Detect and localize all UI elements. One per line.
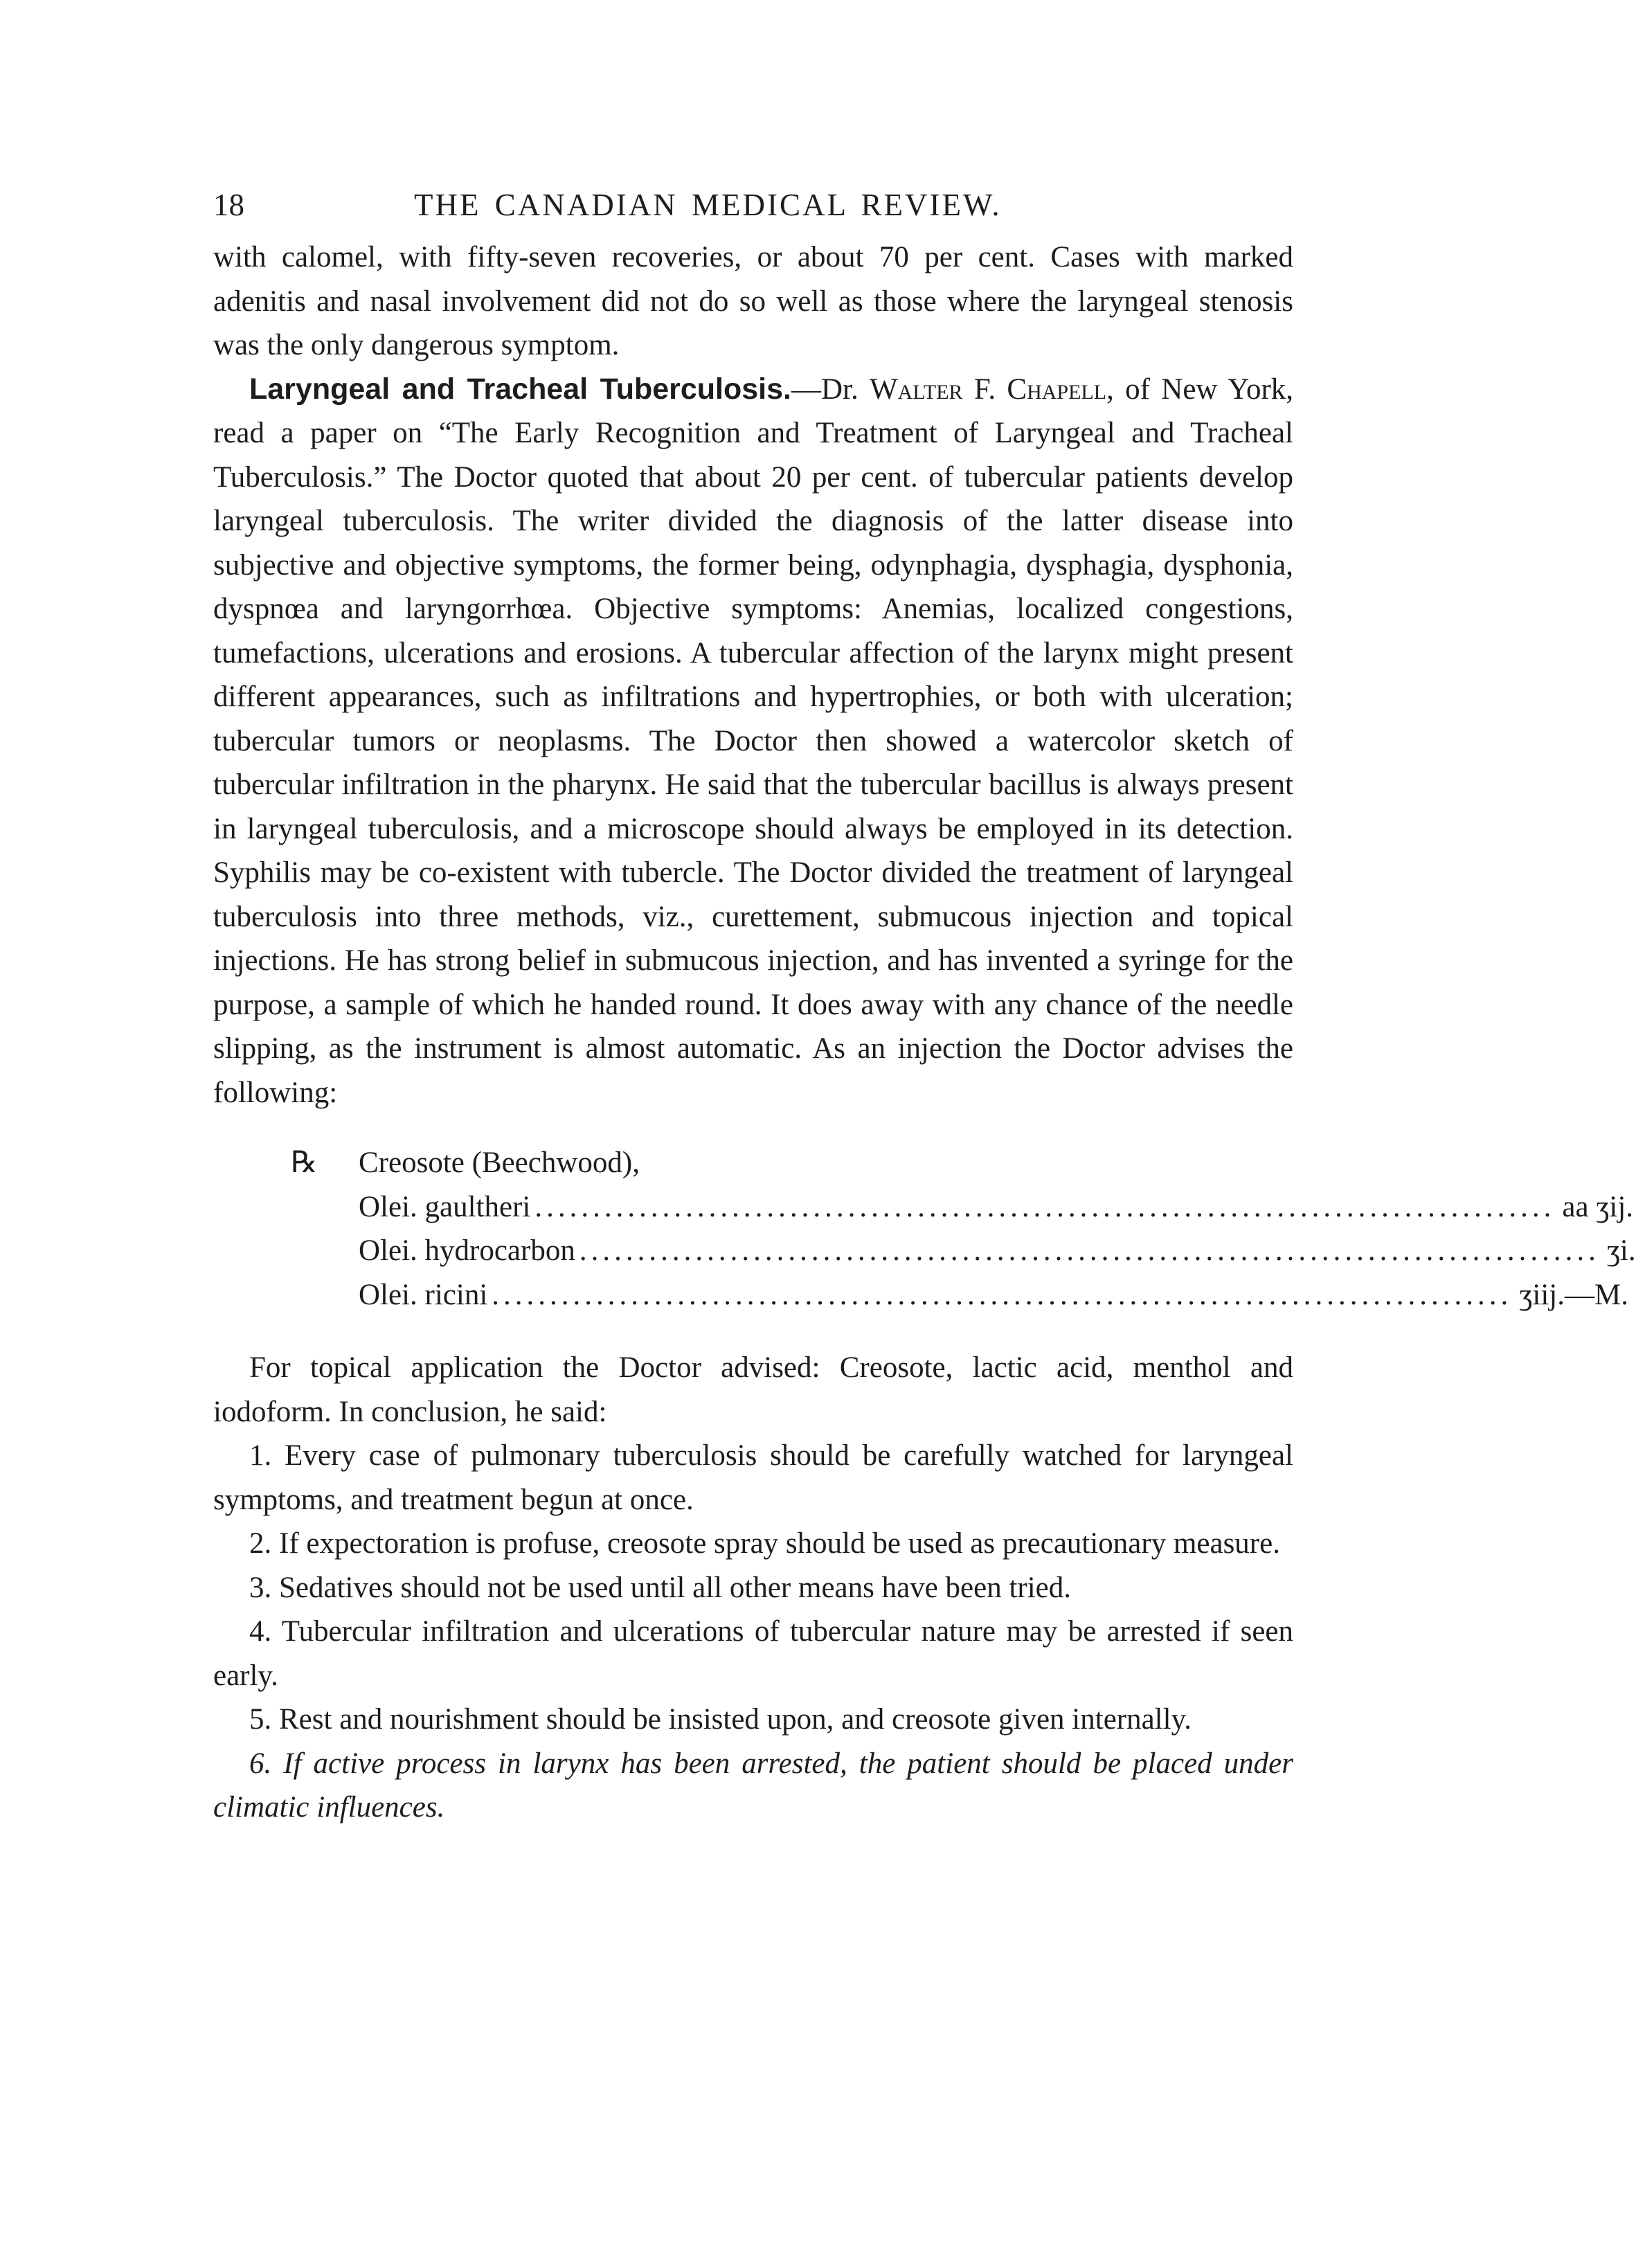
list-item: 4. Tubercular infiltration and ulcerations of tubercular nature may be arrested if seen early. <box>213 1615 1293 1692</box>
rx-symbol: ℞ <box>291 1146 318 1179</box>
paragraph-continued: with calomel, with fifty-seven recoveries, or about 70 per cent. Cases with marked adenitis and nasal involvement did not do so well as those where the laryngeal stenosis was the only dangerous symptom. <box>213 241 1293 361</box>
rx-dose: ʒi. <box>1606 1234 1636 1267</box>
rx-ingredient: Olei. gaultheri <box>359 1190 531 1223</box>
list-item: 6. If active process in larynx has been arrested, the patient should be placed under climatic influences. <box>213 1747 1293 1824</box>
leader-dots: ........................................................................................ <box>579 1234 1600 1267</box>
page-number: 18 <box>213 188 244 222</box>
leader-dots: ........................................................................................ <box>534 1190 1556 1223</box>
prescription <box>213 1141 1636 1318</box>
dash-dr: —Dr. <box>791 372 859 406</box>
rx-dose: ʒiij.—M. <box>1519 1278 1628 1311</box>
list-item: 2. If expectoration is profuse, creosote spray should be used as precautionary measure. <box>249 1527 1280 1560</box>
journal-page <box>213 187 1636 1830</box>
rx-line-creosote: Creosote (Beechwood), <box>359 1146 640 1179</box>
rx-ingredient: Olei. hydrocarbon <box>359 1234 575 1267</box>
list-item: 1. Every case of pulmonary tuberculosis should be carefully watched for laryngeal symptoms, and treatment begun at once. <box>213 1439 1293 1516</box>
paragraph-body: of New York, read a paper on “The Early Recognition and Treatment of Laryngeal and Tracheal Tuberculosis.” The Doctor quoted that about 20 per cent. of tubercular patients develop laryngeal tuberculosis. The writer divided the diagnosis of the latter disease into subjective and objective symptoms, the former being, odynphagia, dysphagia, dysphonia, dyspnœa and laryngorrhœa. Objective symptoms: Anemias, localized congestions, tumefactions, ulcerations and erosions. A tubercular affection of the larynx might present different appearances, such as infiltrations and hypertrophies, or both with ulceration; tubercular tumors or neoplasms. The Doctor then showed a watercolor sketch of tubercular infiltration in the pharynx. He said that the tubercular bacillus is always present in laryngeal tuberculosis, and a microscope should always be employed in its detection. Syphilis may be co-existent with tubercle. The Doctor divided the treatment of laryngeal tuberculosis into three methods, viz., curettement, submucous injection and topical injections. He has strong belief in submucous injection, and has invented a syringe for the purpose, a sample of which he handed round. It does away with any chance of the needle slipping, as the instrument is almost automatic. As an injection the Doctor advises the following: <box>213 372 1294 1109</box>
leader-dots: ........................................................................................ <box>492 1278 1513 1311</box>
rx-dose: aa ʒij. <box>1562 1190 1634 1223</box>
paragraph-laryngeal-tuberculosis <box>213 368 1293 1115</box>
list-item: 3. Sedatives should not be used until all other means have been tried. <box>249 1571 1071 1604</box>
page-header <box>213 187 1293 235</box>
author-name: Walter F. Chapell, <box>870 372 1114 406</box>
rx-line <box>359 1273 1628 1317</box>
article-text <box>213 235 1293 1115</box>
running-title: THE CANADIAN MEDICAL REVIEW. <box>414 188 1002 222</box>
article-text-continued <box>213 1346 1293 1830</box>
list-item: 5. Rest and nourishment should be insisted upon, and creosote given internally. <box>249 1703 1192 1736</box>
section-heading: Laryngeal and Tracheal Tuberculosis. <box>249 372 791 406</box>
paragraph-topical: For topical application the Doctor advised: Creosote, lactic acid, menthol and iodoform. In conclusion, he said: <box>213 1351 1293 1428</box>
rx-line <box>359 1185 1634 1230</box>
rx-ingredient: Olei. ricini <box>359 1278 488 1311</box>
rx-line <box>359 1229 1636 1273</box>
